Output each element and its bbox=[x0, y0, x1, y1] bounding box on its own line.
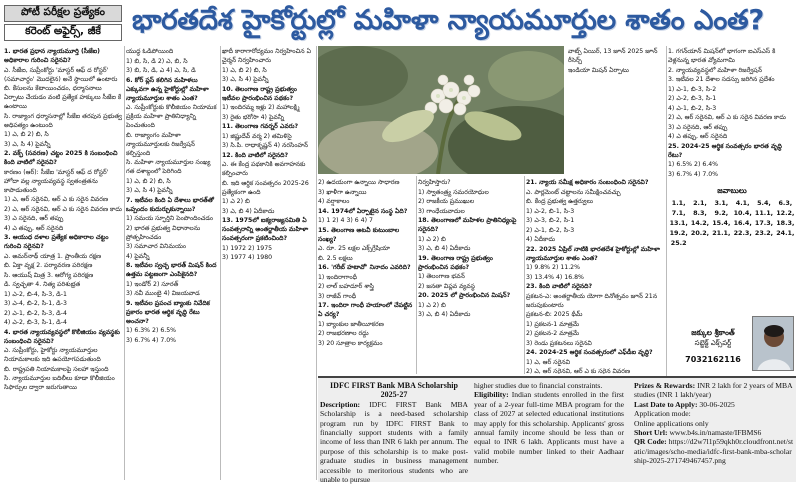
answer-item: 25.2 bbox=[670, 239, 687, 247]
ad-column-2 bbox=[474, 381, 624, 466]
option-text: 2) జనతా విప్లవ వ్యవస్థ bbox=[418, 282, 475, 290]
option-text: బి. 2.5 లక్షలు bbox=[318, 254, 353, 262]
option-text: యుద్ధ ఓడిపోయింది bbox=[126, 48, 174, 55]
answer-item: 13.1, bbox=[669, 219, 688, 227]
column-divider bbox=[524, 176, 525, 374]
option-text: 1) బి, సి, డి 2) ఎ, బి, సి bbox=[126, 57, 188, 65]
question-text: 12. కింది వాటిలో సరైనది? bbox=[222, 151, 289, 159]
option-text: 3) ఎ సరైనది, ఆర్ తప్పు bbox=[4, 215, 64, 222]
option-text: 3) నవీ ముంబై 4) విజయవాడ bbox=[126, 290, 200, 297]
question-text: 4. భారత న్యాయవ్యవస్థలో కొలీజియం వ్యవస్థకు సంబంధించి సరైనవి? bbox=[4, 328, 120, 345]
answer-item: 11.1, bbox=[754, 209, 774, 217]
answer-item: 24.1, bbox=[776, 229, 795, 237]
option-text: 1) ఎ-2, బి-4, సి-3, డి-1 bbox=[4, 290, 67, 298]
option-text: 3) గాంధేయవాదుల bbox=[418, 207, 465, 215]
option-text: 3) ఎ, బి 4) ఏదీకాదు bbox=[418, 311, 471, 318]
answer-item: 19.2, bbox=[669, 229, 688, 237]
section-tag-text: పోటీ పరీక్షల ప్రత్యేకం bbox=[21, 6, 105, 18]
ad-description: IDFC FIRST Bank MBA Scholarship is a need-based scholarship program run by IDFC FIRST Bank to financially support students with a family income of less than INR 6 lakh per annum. The purpose of this scholarship is to make post-graduate studies in business management accessible to meritorious students who are unable to pursue bbox=[320, 399, 468, 484]
answer-item: 3.1, bbox=[714, 199, 729, 207]
option-text: 2) ఎ, ఆర్ సరైనవి, ఆర్ ఎ కు సరైన వివరణ కాదు bbox=[668, 114, 786, 121]
option-text: 3) రాజీవ్ గాంధీ bbox=[318, 292, 357, 300]
answer-grid bbox=[668, 199, 796, 247]
section-subtitle-text: కరెంట్ అఫైర్స్, జీకే bbox=[25, 25, 101, 37]
answer-item: 6.3, bbox=[778, 199, 793, 207]
option-text: 1) ఎ, బి 2) బి, సి bbox=[222, 66, 267, 74]
option-text: 2) రాజకీయ ప్రముఖుల bbox=[418, 198, 475, 205]
ad-elig-label: Eligibility: bbox=[474, 390, 509, 400]
option-text: 1) 1 2) 4 3) 6 4) 7 bbox=[318, 217, 373, 224]
option-text: 2) లాల్ బహదూర్ శాస్త్రి bbox=[318, 283, 374, 290]
question-column-top-right bbox=[568, 47, 664, 173]
ad-prizes-label: Prizes & Rewards: bbox=[634, 381, 696, 390]
option-text: ఎ. సీజేఐ, సుప్రీంకోర్టు 'మాస్టర్ ఆఫ్ ద రోస్టర్' (సమాచార్థం' మొదలైన) అనే స్థాయిలో ఉంటారు bbox=[4, 66, 118, 83]
option-text: 1) ఎ 2) బి bbox=[222, 198, 250, 205]
question-text: 22. 2025 ఏప్రిల్ నాటికి భారతదేశ హైకోర్టుల్లో మహిళా న్యాయమూర్తుల శాతం ఎంత? bbox=[526, 245, 660, 262]
answer-item: 16.4, bbox=[733, 219, 752, 227]
option-text: 2) ప్రకటన-2 మాత్రమే bbox=[526, 330, 580, 337]
ad-eligibility: Indian students enrolled in the first year of a 2-year full-time MBA program for the class of 2027 at selected educational institutions may apply for this scholarship. Applicants' gross annual family income should be less than or equal to INR 6 lakh. Applicants must have a valid mobile number linked to their Aadhaar number. bbox=[474, 390, 624, 466]
column-divider bbox=[666, 46, 667, 376]
option-text: సి. మహిళా న్యాయమూర్తుల సంఖ్య గత దశాబ్దంలో పెరిగింది bbox=[126, 159, 211, 175]
option-text: ఎ. రూ. 25 లక్షల ఎక్స్‌గ్రేషియా bbox=[318, 245, 390, 252]
option-text: బి. రాష్ట్రపతి నియామకాలపై సలహా ఇస్తుంది bbox=[4, 365, 109, 373]
option-text: 2) ఎ, ఆర్ సరైనవి, ఆర్ ఎ కు సరైన వివరణ bbox=[526, 368, 631, 374]
ad-short-url[interactable]: www.b4s.in/namaste/IFBMS6 bbox=[669, 428, 762, 438]
option-text: 2. న్యాయవ్యవస్థలో మహిళా రిజర్వేషన్ bbox=[668, 66, 762, 74]
question-text: 10. తెలంగాణ రాష్ట్ర ప్రభుత్వం ఇటీవల ప్రారంభించిన పథకం? bbox=[222, 85, 297, 102]
answer-item: 5.4, bbox=[757, 199, 771, 207]
option-text: 3) 6.7% 4) 7.0% bbox=[668, 170, 719, 177]
question-text: 7. ఇటీవల కింది ఏ దేశాలు భారత్‌తో ఒప్పందం కుదుర్చుకున్నాయి? bbox=[126, 196, 214, 213]
option-text: 1) 9.8% 2) 11.2% bbox=[526, 264, 580, 271]
option-text: బి. కేసులను కేటాయించడం, ధర్మాసనాలు ఏర్పాటు చేయడం వంటి ప్రత్యేక హక్కులు సీజేఐ కే ఉంటాయి bbox=[4, 85, 122, 110]
question-text: 16. 'గరీబ్ హటావో' నినాదం ఎవరిది? bbox=[318, 264, 411, 271]
option-text: 3. ఇటీవల 21 దేశాల సదస్సు జరిగిన ప్రదేశం bbox=[668, 76, 775, 83]
author-role: సబ్జెక్ట్ ఎక్స్‌పర్ట్ bbox=[694, 339, 732, 347]
question-text: 24. 2024-25 ఆర్థిక సంవత్సరంలో ఎఫ్‌డీఐ వృద్ధి? bbox=[526, 349, 653, 356]
scholarship-ad bbox=[318, 376, 796, 482]
answer-item: 21.1, bbox=[712, 229, 731, 237]
answer-item: 7.1, bbox=[671, 209, 686, 217]
option-text: ఎ. సుప్రీంకోర్టు, హైకోర్టు న్యాయమూర్తుల నియామకాలకు ఇది ఉపయోగపడుతుంది bbox=[4, 347, 101, 363]
option-text: 1) ప్రకటన-1 మాత్రమే bbox=[526, 320, 580, 328]
option-text: 3) ఎ, బి 4) ఏదీకాదు bbox=[418, 245, 471, 252]
ad-mode-label: Application mode: bbox=[634, 409, 691, 419]
option-text: ప్రకటన-బి: 2025 థీమ్ bbox=[526, 311, 583, 318]
option-text: ఎ. అమర్‌నాథ్ యాత్ర 1. ప్రాంతీయ రక్షణ bbox=[4, 252, 102, 260]
question-text: 11. తెలంగాణ గవర్నర్ ఎవరు? bbox=[222, 123, 299, 130]
option-text: 2) ఎ, ఆర్ సరైనవి, ఆర్ ఎ కు సరైన వివరణ కాదు bbox=[4, 205, 122, 213]
option-text: ఎ. పార్లమెంట్ చట్టాలను సమీక్షించవచ్చు bbox=[526, 188, 621, 196]
answer-item: 10.4, bbox=[733, 209, 752, 217]
answer-item: 8.3, bbox=[693, 209, 707, 217]
question-column-2 bbox=[126, 47, 218, 480]
ad-column-3 bbox=[634, 381, 794, 466]
option-text: 1) ఎ 2) బి bbox=[418, 235, 446, 243]
option-text: 1) ఎ, బి 2) బి, సి bbox=[4, 131, 49, 138]
answer-item: 14.2, bbox=[690, 219, 710, 227]
question-column-7 bbox=[526, 178, 664, 374]
ad-column-1 bbox=[320, 381, 468, 484]
option-text: డి. స్వచ్ఛతా 4. నిత్య పరిశుభ్రత bbox=[4, 281, 81, 288]
option-text: 3) ఎ, సి 4) పైవన్నీ bbox=[222, 76, 269, 83]
option-text: సి. రాజ్యాంగ ధర్మాసనాల్లో సీజేఐ తరపున ప్రభుత్వ అధిపత్యం ఉంటుంది bbox=[4, 112, 122, 129]
option-text: 1) ఎ, బి 2) బి, సి bbox=[126, 177, 171, 185]
option-text: 4) ఎ తప్పు, ఆర్ సరైనది bbox=[668, 133, 728, 140]
option-text: 1) 1972 2) 1975 bbox=[222, 244, 273, 252]
option-text: వాట్స్ ఏయిర్, 13 జూన్ 2025 జూన్ రీసెర్చ్ bbox=[568, 48, 658, 64]
option-text: 1) స్వాతంత్ర్య సమరయోధుల bbox=[418, 188, 489, 196]
ad-short-url-label: Short Url: bbox=[634, 428, 668, 438]
headline: భారతదేశ హైకోర్టుల్లో మహిళా న్యాయమూర్తుల శాతం ఎంత? bbox=[132, 4, 765, 36]
section-tag bbox=[4, 5, 122, 22]
question-text: 2. వక్ఫ్ (సవరణ) చట్టం 2025 కి సంబంధించి కింది వాటిలో సరైనవి? bbox=[4, 150, 118, 166]
column-divider bbox=[416, 176, 417, 374]
option-text: సి. ఆయుష్ మిత్ర 3. ఆరోగ్య పరిరక్షణ bbox=[4, 271, 94, 279]
column-divider bbox=[220, 46, 221, 480]
ad-prizes: INR 2 lakh for 2 years of MBA studies (INR 1 lakh/year) bbox=[634, 381, 793, 400]
option-text: 1) తెలంగాణ భవన్ bbox=[418, 273, 465, 280]
question-text: 6. కోర్ ప్లస్ కలిగిన మహిళలు ఎక్కువగా ఉన్న హైకోర్టుల్లో మహిళా న్యాయమూర్తుల శాతం ఎంత? bbox=[126, 76, 209, 102]
option-text: 1) ఎ, ఆర్ సరైనవి bbox=[526, 358, 570, 366]
option-text: 3) ఎ సరైనది, ఆర్ తప్పు bbox=[668, 123, 728, 131]
option-text: 3) ఖాళీగా ఉన్నాయి bbox=[318, 188, 367, 196]
answer-item: 9.2, bbox=[714, 209, 729, 217]
option-text: 1) జిష్ణుదేవ్ వర్మ 2) తమిళిసై bbox=[222, 132, 292, 140]
answer-item: 23.2, bbox=[754, 229, 774, 237]
option-text: 1) ఇందిరాగాంధీ bbox=[318, 273, 358, 281]
flower-image bbox=[318, 46, 564, 174]
question-text: 15. తెలంగాణ అటవీ కుటుంబాల సంఖ్య? bbox=[318, 226, 400, 243]
question-column-3 bbox=[222, 47, 314, 480]
answer-item: 4.1, bbox=[735, 199, 750, 207]
option-text: 3) బి, సి, డి, ఎ 4) ఎ, సి, డి bbox=[126, 67, 196, 74]
flower-photo bbox=[318, 46, 564, 174]
option-text: సి. న్యాయమూర్తుల బదిలీలు కూడా కొలీజియం సిఫార్సుల ద్వారా జరుగుతాయి bbox=[4, 375, 115, 391]
option-text: 1) 6.5% 2) 6.4% bbox=[668, 161, 719, 168]
question-column-9 bbox=[668, 47, 796, 177]
question-text: 1. భారత ప్రధాన న్యాయమూర్తి (సీజేఐ) అధికారాల గురించి సరైనవి? bbox=[4, 48, 100, 64]
option-text: 3) ఎ, సి 4) పైవన్నీ bbox=[4, 140, 51, 148]
ad-qr-url[interactable]: https://d2w7l1p59qkh0r.cloudfront.net/static/images/scho-media/idfc-first-bank-mba-scholarship-2025-271749467457.png bbox=[634, 437, 794, 466]
answer-key bbox=[668, 186, 796, 260]
column-divider bbox=[316, 46, 317, 480]
ad-title: IDFC FIRST Bank MBA Scholarship 2025-27 bbox=[330, 381, 458, 400]
option-text: 4) ఎ-1, బి-2, సి-3 bbox=[668, 104, 717, 112]
option-text: బి. కేంద్ర ప్రభుత్వ ఉత్తర్వులు bbox=[526, 198, 594, 205]
ad-description-cont: higher studies due to financial constraints. bbox=[474, 381, 603, 390]
answer-key-title: జవాబులు bbox=[717, 186, 747, 195]
answer-item: 15.4, bbox=[712, 219, 731, 227]
option-text: 4) వర్షాకాలం bbox=[318, 198, 350, 205]
option-text: 3) రైతు భరోసా 4) పైవన్నీ bbox=[222, 113, 285, 121]
option-text: 1) ఇండోర్ 2) సూరత్ bbox=[126, 280, 179, 288]
column-divider bbox=[124, 46, 125, 480]
option-text: 4) పైవన్నీ bbox=[126, 252, 150, 260]
answer-item: 20.2, bbox=[690, 229, 710, 237]
option-text: ఖాదీ కారాగారోద్యమం నిర్వహించిన ఏ చైర్మన్ నిర్వహించారు bbox=[222, 48, 311, 64]
option-text: 1) బ్యాంకుల జాతీయీకరణ bbox=[318, 320, 384, 328]
question-text: 18. తెలంగాణలో మహిళల ప్రాతినిధ్యంపై సరైనది? bbox=[418, 217, 517, 233]
answer-item: 17.3, bbox=[754, 219, 774, 227]
option-text: 3) 6.7% 4) 7.0% bbox=[126, 336, 177, 344]
question-text: 13. 1975లో ఐక్యరాజ్యసమితి ఏ సంవత్సరాన్ని అంతర్జాతీయ మహిళా సంవత్సరంగా ప్రకటించింది? bbox=[222, 217, 309, 242]
answer-item: 22.3, bbox=[733, 229, 752, 237]
question-text: 23. కింది వాటిలో సరైనది? bbox=[526, 283, 593, 290]
option-text: 1) 6.3% 2) 6.5% bbox=[126, 327, 177, 334]
option-text: 2) ఉదయంగా ఉన్నాయి సాధారణ bbox=[318, 179, 400, 186]
answer-item: 2.1, bbox=[693, 199, 707, 207]
option-text: నిర్వహిస్తారు? bbox=[418, 179, 451, 186]
option-text: ఎ. సుప్రీంకోర్టుకు కొలీజియం నియామక ప్రక్రియ మహిళా ప్రాతినిధ్యాన్ని పెంచుతుంది bbox=[126, 104, 217, 129]
ad-mode: Online applications only bbox=[634, 418, 709, 428]
question-text: 14. 1974లో ఏర్పాటైన సంస్థ ఏది? bbox=[318, 207, 408, 215]
option-text: 4) ఎ-2, బి-3, సి-1, డి-4 bbox=[4, 319, 67, 326]
question-text: 25. 2024-25 ఆర్థిక సంవత్సరం భారత వృద్ధి రేటు? bbox=[668, 142, 782, 159]
ad-last-date: 30-06-2025 bbox=[699, 399, 735, 409]
option-text: 3) 1977 4) 1980 bbox=[222, 254, 273, 261]
option-text: 1) సమయ స్ఫూర్తిని పెంపొందించడం bbox=[126, 215, 213, 222]
option-text: 2) రాజభరణాల రద్దు bbox=[318, 330, 369, 337]
option-text: బి. రాజ్యాంగం మహిళా న్యాయమూర్తులకు రిజర్వేషన్ కల్పిస్తుంది bbox=[126, 131, 195, 157]
avatar-icon bbox=[753, 317, 794, 371]
question-text: 9. ఇటీవల ప్రపంచ బ్యాంకు నివేదిక ప్రకారం భారత ఆర్థిక వృద్ధి రేటు అంచనా? bbox=[126, 299, 210, 325]
option-text: బి. ఇది ఆర్థిక సంవత్సరం 2025-26 ప్రత్యేకంగా ఉంది bbox=[222, 179, 309, 196]
question-text: 3. ఆయుధ దళాల ప్రత్యేక అధికారాల చట్టం గురించి సరైనవి? bbox=[4, 234, 109, 250]
answer-item: 12.2, bbox=[776, 209, 795, 217]
option-text: 1) ఇందిరమ్మ ఇళ్లు 2) మహాలక్ష్మి bbox=[222, 104, 300, 111]
question-column-1 bbox=[4, 47, 122, 480]
author-photo bbox=[752, 316, 794, 371]
option-text: బి. ఏక్తా వృక్ష 2. పర్యావరణ పరిరక్షణ bbox=[4, 262, 93, 269]
option-text: 2) ఎ-1, బి-2, సి-3, డి-4 bbox=[4, 309, 67, 317]
option-text: 1) ఎ-2, బి-1, సి-3 bbox=[526, 207, 575, 215]
answer-item: 1.1, bbox=[671, 199, 686, 207]
ad-desc-label: Description: bbox=[320, 399, 361, 409]
question-text: 19. తెలంగాణ రాష్ట్ర ప్రభుత్వం ప్రారంభించిన పథకం? bbox=[418, 254, 493, 271]
question-text: 17. ఇందిరా గాంధీ హయాంలో చేపట్టిన ఏ చర్య? bbox=[318, 302, 413, 318]
option-text: ఎ. ఈ కేంద్ర పథకానికి అవగాహనకు కల్పించారు bbox=[222, 161, 306, 177]
option-text: 3) ఎ, బి 4) ఏదీకాదు bbox=[222, 207, 275, 215]
option-text: కారణం (ఆర్): సీజేఐ 'మాస్టర్ ఆఫ్ ద రోస్టర్' హోదా వల్ల న్యాయవ్యవస్థ స్వతంత్రతను కాపాడుతుంది bbox=[4, 168, 109, 194]
option-text: 4) ఏదీకాదు bbox=[526, 236, 555, 243]
option-text: 3) రెండు ప్రకటనలు సరైనవి bbox=[526, 339, 592, 347]
option-text: 2) ఎ-2, బి-3, సి-1 bbox=[668, 95, 717, 102]
option-text: 1) ఎ 2) బి bbox=[418, 301, 446, 309]
option-text: 1. గగన్‌యాన్ మిషన్‌లో భాగంగా ఐఎస్ఎస్ కి వెళ్లనున్న భారత వ్యోమగామి bbox=[668, 48, 776, 64]
option-text: 3) ఎ, సి 4) పైవన్నీ bbox=[126, 187, 173, 194]
question-text: 20. 2025 లో ప్రారంభించిన మిషన్? bbox=[418, 292, 511, 299]
option-text: 1) ఎ-1, బి-3, సి-2 bbox=[668, 85, 717, 93]
author-phone: 7032162116 bbox=[685, 355, 741, 364]
option-text: 1) ఎ, ఆర్ సరైనవి, ఆర్ ఎ కు సరైన వివరణ bbox=[4, 196, 109, 203]
option-text: 3) ఎ-3, బి-2, సి-1 bbox=[526, 217, 575, 224]
answer-item: 18.3, bbox=[776, 219, 795, 227]
option-text: ఇండియా మిషన్ ఏర్పాటు bbox=[568, 66, 629, 74]
option-text: 3) ఎ-4, బి-2, సి-1, డి-3 bbox=[4, 300, 67, 307]
option-text: 2) భారత ప్రభుత్వ విధానాలను ప్రోత్సహించడం bbox=[126, 224, 201, 241]
author-name: జక్కుల శ్రీకాంత్ bbox=[691, 328, 735, 337]
question-text: 8. ఇటీవల స్వచ్ఛ భారత్ మిషన్ కింద ఉత్తమ పట్టణంగా ఎంపికైనది? bbox=[126, 262, 217, 278]
option-text: 3) సి.పి. రాధాకృష్ణన్ 4) నరసింహన్ bbox=[222, 142, 308, 149]
option-text: 4) ఎ తప్పు, ఆర్ సరైనది bbox=[4, 224, 64, 232]
ad-qr-label: QR Code: bbox=[634, 437, 667, 447]
section-subtitle bbox=[4, 24, 122, 41]
ad-last-date-label: Last Date to Apply: bbox=[634, 399, 698, 409]
option-text: ప్రకటన-ఎ: అంతర్జాతీయ యోగా దినోత్సవం జూన్ 21న జరుపుకుంటారు bbox=[526, 292, 658, 309]
option-text: 2) ఎ-1, బి-2, సి-3 bbox=[526, 226, 575, 234]
question-text: 21. న్యాయ సమీక్ష అధికారం సంబంధించి సరైనవి? bbox=[526, 179, 649, 186]
option-text: 3) 13.4% 4) 16.8% bbox=[526, 273, 584, 281]
option-text: 3) సమాచార వినిమయం bbox=[126, 243, 187, 250]
option-text: 3) 20 సూత్రాల కార్యక్రమం bbox=[318, 339, 383, 347]
